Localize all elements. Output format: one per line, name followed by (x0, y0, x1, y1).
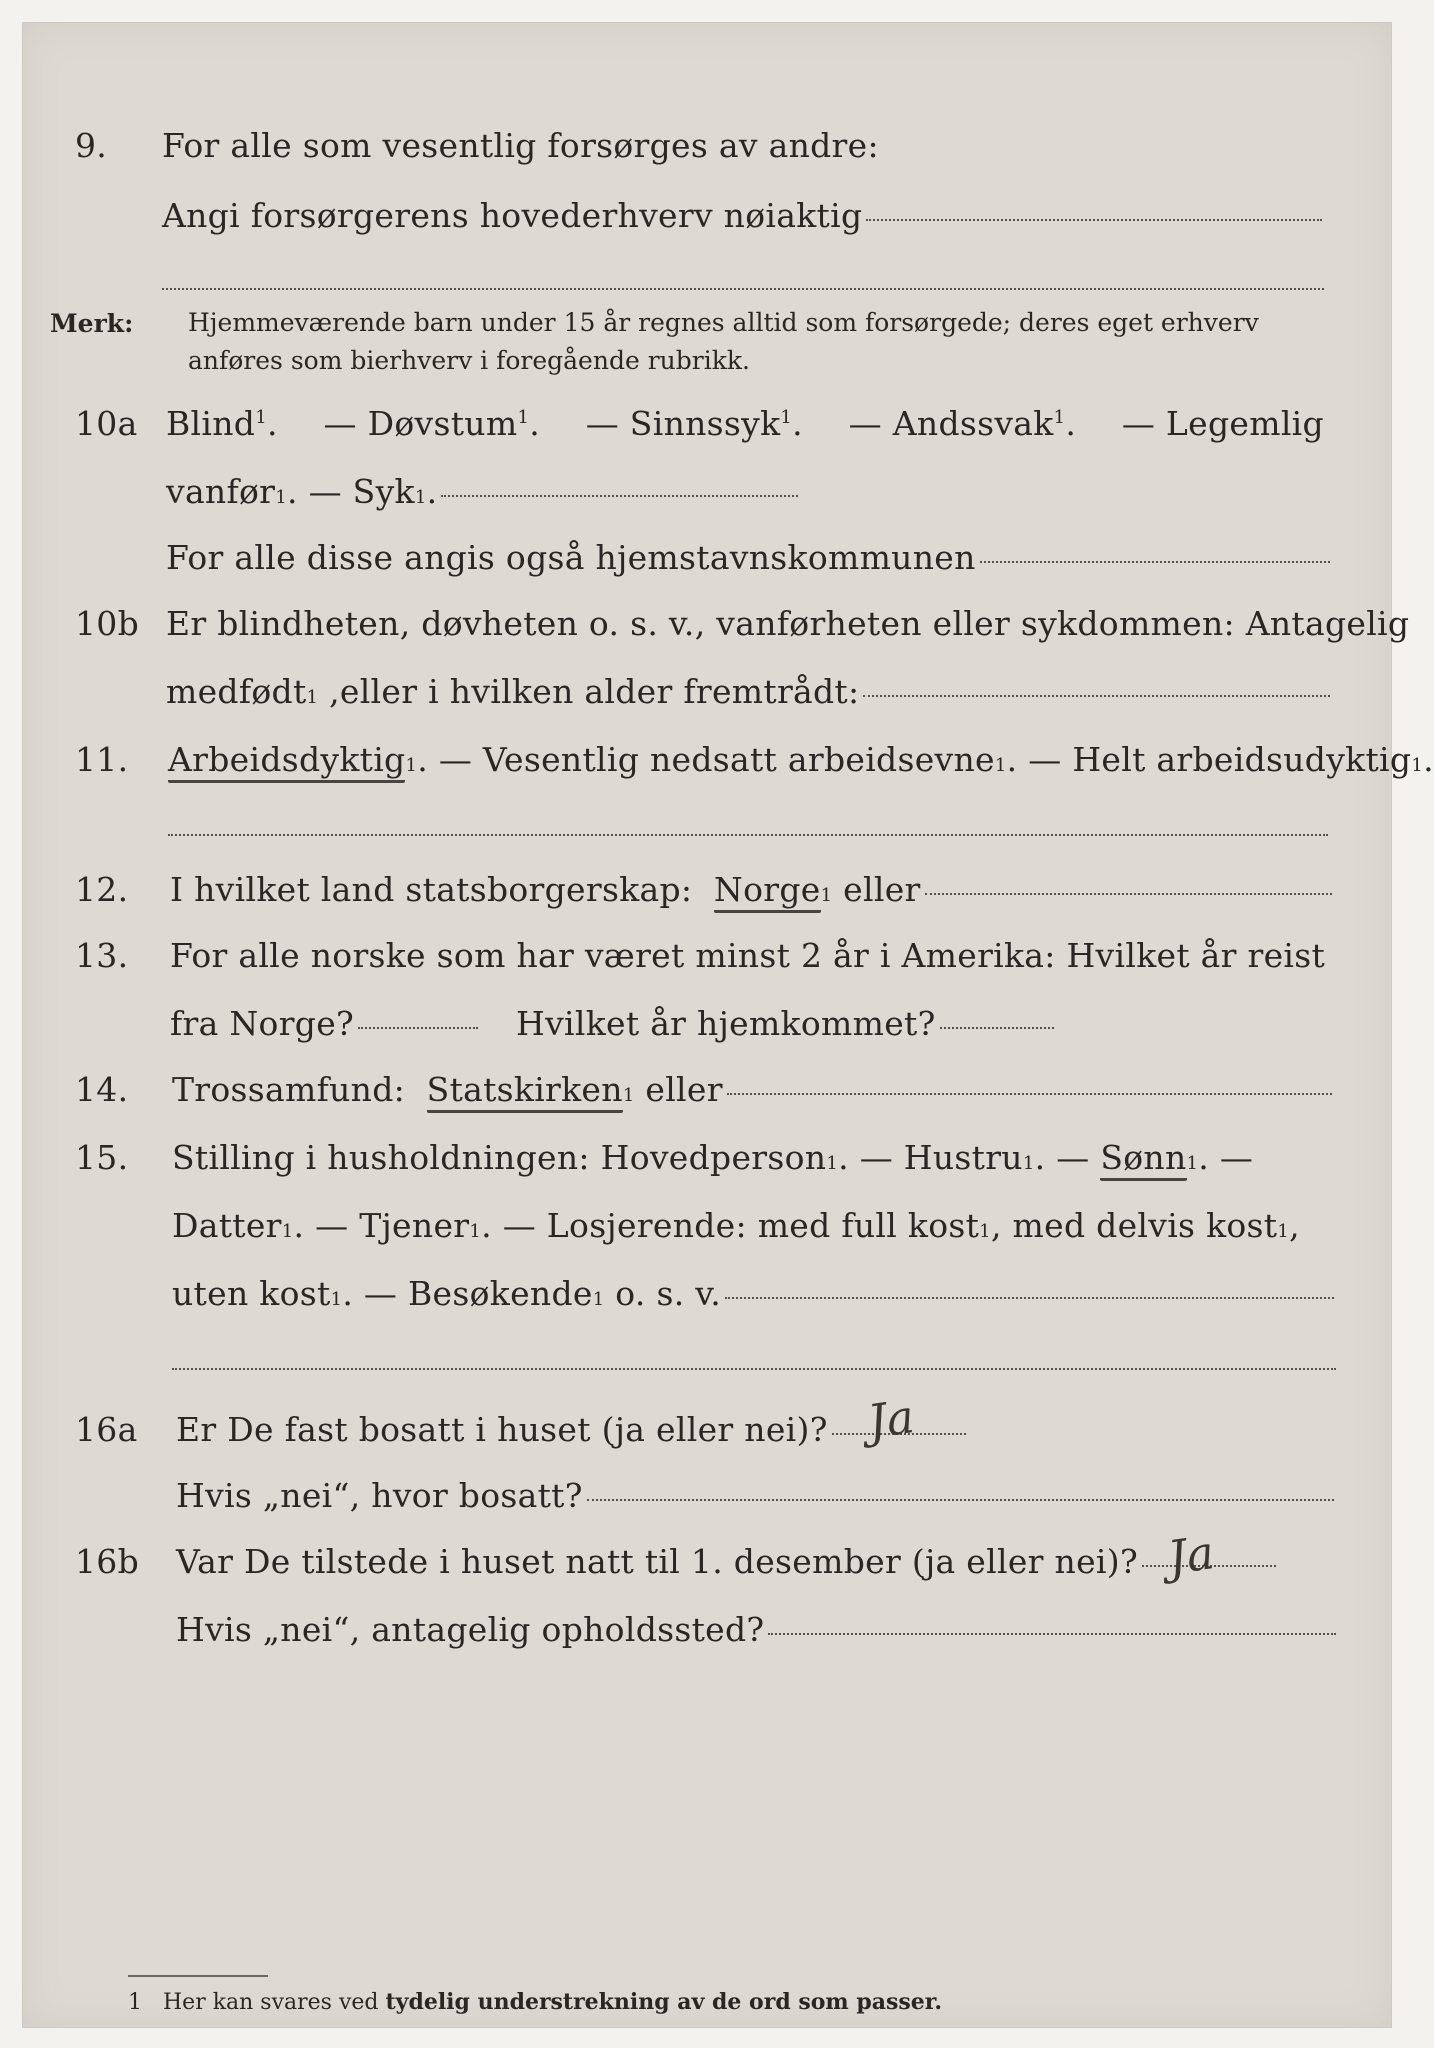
q10a-hjemstavn-field[interactable] (980, 561, 1330, 563)
q13-number: 13. (75, 936, 129, 975)
q15-sonn-prefix: — (1056, 1138, 1101, 1177)
q12-field[interactable] (925, 893, 1332, 895)
q9-number: 9. (75, 126, 108, 165)
merk-line2: anføres som bierhverv i foregående rubrikk. (188, 346, 750, 375)
q13-line1 (0, 936, 1412, 980)
q14-field[interactable] (727, 1093, 1332, 1095)
q12-text: I hvilket land statsborgerskap: (170, 870, 693, 909)
q11-answer-line[interactable] (168, 834, 1328, 836)
q15-besokende[interactable]: — Besøkende (363, 1274, 593, 1313)
q9-text: For alle som vesentlig forsørges av andre: (162, 126, 879, 165)
footnote (128, 1989, 942, 2015)
q12-number: 12. (75, 870, 129, 909)
q13-hjemkommet: Hvilket år hjemkommet? (516, 1004, 936, 1043)
q16b-opholdssted-field[interactable] (768, 1633, 1336, 1635)
q10b-text: Er blindheten, døvheten o. s. v., vanførheten eller sykdommen: Antagelig (166, 604, 1410, 643)
q13-reist: fra Norge? (170, 1004, 355, 1043)
q13-text: For alle norske som har været minst 2 år i Amerika: Hvilket år reist (170, 936, 1326, 975)
q16b-text2: Hvis „nei“, antagelig opholdssted? (176, 1610, 765, 1649)
q10a-line1: 10a Blind$^1$. — Døvstum$^1$. — Sinnssyk$^1$. — Andssvak$^1$. — Legemlig (75, 404, 1324, 443)
q15-datter[interactable]: Datter (172, 1206, 282, 1245)
q14-statskirken[interactable]: Statskirken (427, 1070, 623, 1113)
q16a-text: Er De fast bosatt i huset (ja eller nei)? (176, 1410, 828, 1449)
footnote-text-b: tydelig understrekning av de ord som passer. (385, 1989, 942, 2015)
q16a-handwritten-answer: Ja (864, 1389, 918, 1449)
q9-answer-field[interactable] (866, 219, 1322, 221)
q10a-vanfor: vanfør (166, 472, 276, 511)
q11-nedsatt[interactable]: — Vesentlig nedsatt arbeidsevne (438, 740, 995, 779)
q13-hjemkommet-field[interactable] (940, 1027, 1054, 1029)
q11-number: 11. (75, 740, 129, 779)
q10a-sinnssyk: — Sinnssyk (585, 404, 781, 443)
q9-line2 (0, 196, 1412, 240)
q11-arbeidsdyktig[interactable]: Arbeidsdyktig (168, 740, 405, 783)
q12-norge[interactable]: Norge (714, 870, 821, 913)
q10a-number: 10a (75, 404, 138, 443)
q9-line1 (0, 126, 1412, 170)
q15-tjener[interactable]: — Tjener (315, 1206, 470, 1245)
footnote-text-a: Her kan svares ved (162, 1990, 379, 2015)
q15-field[interactable] (725, 1297, 1334, 1299)
q10b-alder: eller i hvilken alder fremtrådt: (339, 672, 860, 711)
q11-udyktig[interactable]: — Helt arbeidsudyktig (1028, 740, 1412, 779)
q16a-text2: Hvis „nei“, hvor bosatt? (176, 1476, 583, 1515)
q15-hustru[interactable]: — Hustru (859, 1138, 1023, 1177)
q14-line: 14. Trossamfund: Statskirken 1 eller (0, 1070, 1412, 1114)
q10b-number: 10b (75, 604, 140, 643)
q10a-line2: vanfør 1 . — Syk 1 . (0, 472, 1412, 516)
q16b-line2 (0, 1610, 1412, 1654)
q10a-hjemstavn: For alle disse angis også hjemstavnskommunen (166, 538, 976, 577)
q10b-alder-field[interactable] (863, 695, 1330, 697)
q16a-line1 (0, 1410, 1412, 1454)
q15-line1: 15. Stilling i husholdningen: Hovedperson 1 . — Hustru 1 . — Sønn 1 . — (0, 1138, 1412, 1182)
q16b-text: Var De tilstede i huset natt til 1. desember (ja eller nei)? (176, 1542, 1138, 1581)
q16a-line2 (0, 1476, 1412, 1520)
q12-eller: eller (843, 870, 921, 909)
q10a-syk: — Syk (308, 472, 415, 511)
q10a-blind: Blind (166, 404, 256, 443)
q10a-andssvak: — Andssvak (848, 404, 1054, 443)
q15-answer-line[interactable] (172, 1368, 1336, 1370)
q11-line: 11. Arbeidsdyktig 1 . — Vesentlig nedsatt arbeidsevne 1 . — Helt arbeidsudyktig 1 . (0, 740, 1412, 784)
q10b-line2: medfødt 1 , eller i hvilken alder fremtrådt: (0, 672, 1412, 716)
q14-eller: eller (645, 1070, 723, 1109)
q16b-handwritten-answer: Ja (1164, 1525, 1218, 1585)
merk-note (188, 304, 1259, 380)
q15-line2: Datter 1 . — Tjener 1 . — Losjerende: med full kost 1 , med delvis kost 1 , (172, 1206, 1300, 1245)
footnote-mark: 1 (128, 1990, 142, 2015)
q10a-line3 (0, 538, 1412, 582)
q10b-medfodt: medfødt (166, 672, 307, 711)
q15-line3: uten kost 1 . — Besøkende 1 o. s. v. (0, 1274, 1412, 1318)
q15-number: 15. (75, 1138, 129, 1177)
q15-uten-kost[interactable]: uten kost (172, 1274, 331, 1313)
merk-label: Merk: (50, 309, 134, 338)
q15-sonn[interactable]: Sønn (1100, 1138, 1186, 1181)
q15-full-kost[interactable]: — Losjerende: med full kost (502, 1206, 980, 1245)
q9-answer-line2[interactable] (162, 288, 1324, 290)
q16a-bosatt-field[interactable] (587, 1499, 1334, 1501)
q15-osv: o. s. v. (615, 1274, 722, 1313)
merk-line1: Hjemmeværende barn under 15 år regnes alltid som forsørgede; deres eget erhverv (188, 308, 1259, 337)
q12-line: 12. I hvilket land statsborgerskap: Norge 1 eller (0, 870, 1412, 914)
q10a-dovstum: — Døvstum (323, 404, 518, 443)
q13-reist-field[interactable] (358, 1027, 478, 1029)
q15-hovedperson: Stilling i husholdningen: Hovedperson (172, 1138, 827, 1177)
q9-text2: Angi forsørgerens hovederhverv nøiaktig (162, 196, 863, 235)
q10b-line1 (0, 604, 1412, 648)
q14-number: 14. (75, 1070, 129, 1109)
q13-line2 (0, 1004, 1412, 1048)
q10a-legemlig: — Legemlig (1121, 404, 1324, 443)
q16b-number: 16b (75, 1542, 140, 1581)
q14-text: Trossamfund: (172, 1070, 406, 1109)
q16a-number: 16a (75, 1410, 138, 1449)
footnote-rule (128, 1975, 268, 1977)
q10a-syk-field[interactable] (441, 495, 798, 497)
q15-delvis-kost[interactable]: , med delvis kost (990, 1206, 1278, 1245)
